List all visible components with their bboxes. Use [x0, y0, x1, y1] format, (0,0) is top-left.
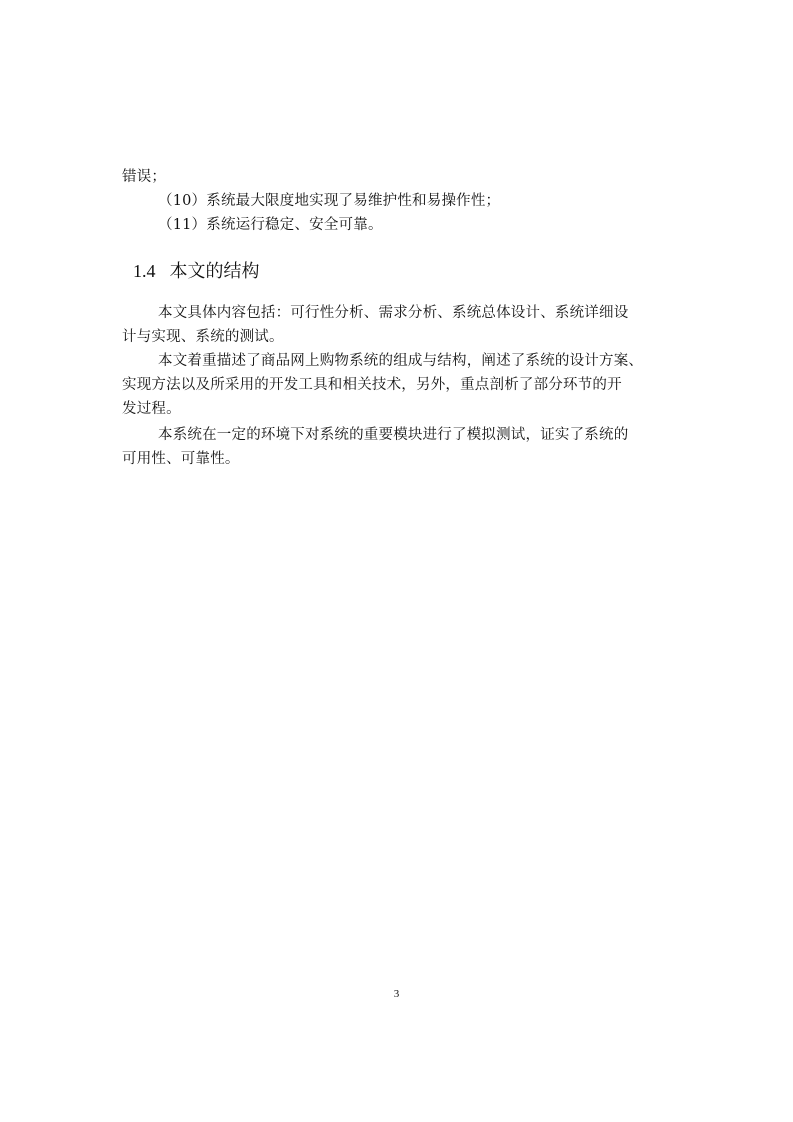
continued-text-line: 错误； [122, 169, 167, 185]
paragraph-3-line-2: 可用性、可靠性。 [122, 451, 240, 467]
paragraph-1-line-2: 计与实现、系统的测试。 [122, 329, 284, 345]
section-number: 1.4 [133, 261, 156, 281]
list-item-10: （10）系统最大限度地实现了易维护性和易操作性； [158, 193, 501, 209]
section-title: 本文的结构 [169, 261, 260, 282]
page-number: 3 [393, 988, 400, 1000]
paragraph-3-line-1: 本系统在一定的环境下对系统的重要模块进行了模拟测试，证实了系统的 [158, 427, 629, 443]
paragraph-2-line-3: 发过程。 [122, 401, 181, 417]
paragraph-1-line-1: 本文具体内容包括：可行性分析、需求分析、系统总体设计、系统详细设 [158, 305, 629, 321]
paragraph-2-line-1: 本文着重描述了商品网上购物系统的组成与结构，阐述了系统的设计方案、 [158, 353, 644, 369]
list-item-11: （11）系统运行稳定、安全可靠。 [158, 217, 383, 233]
paragraph-2-line-2: 实现方法以及所采用的开发工具和相关技术，另外，重点剖析了部分环节的开 [122, 377, 622, 393]
section-heading [133, 259, 260, 284]
